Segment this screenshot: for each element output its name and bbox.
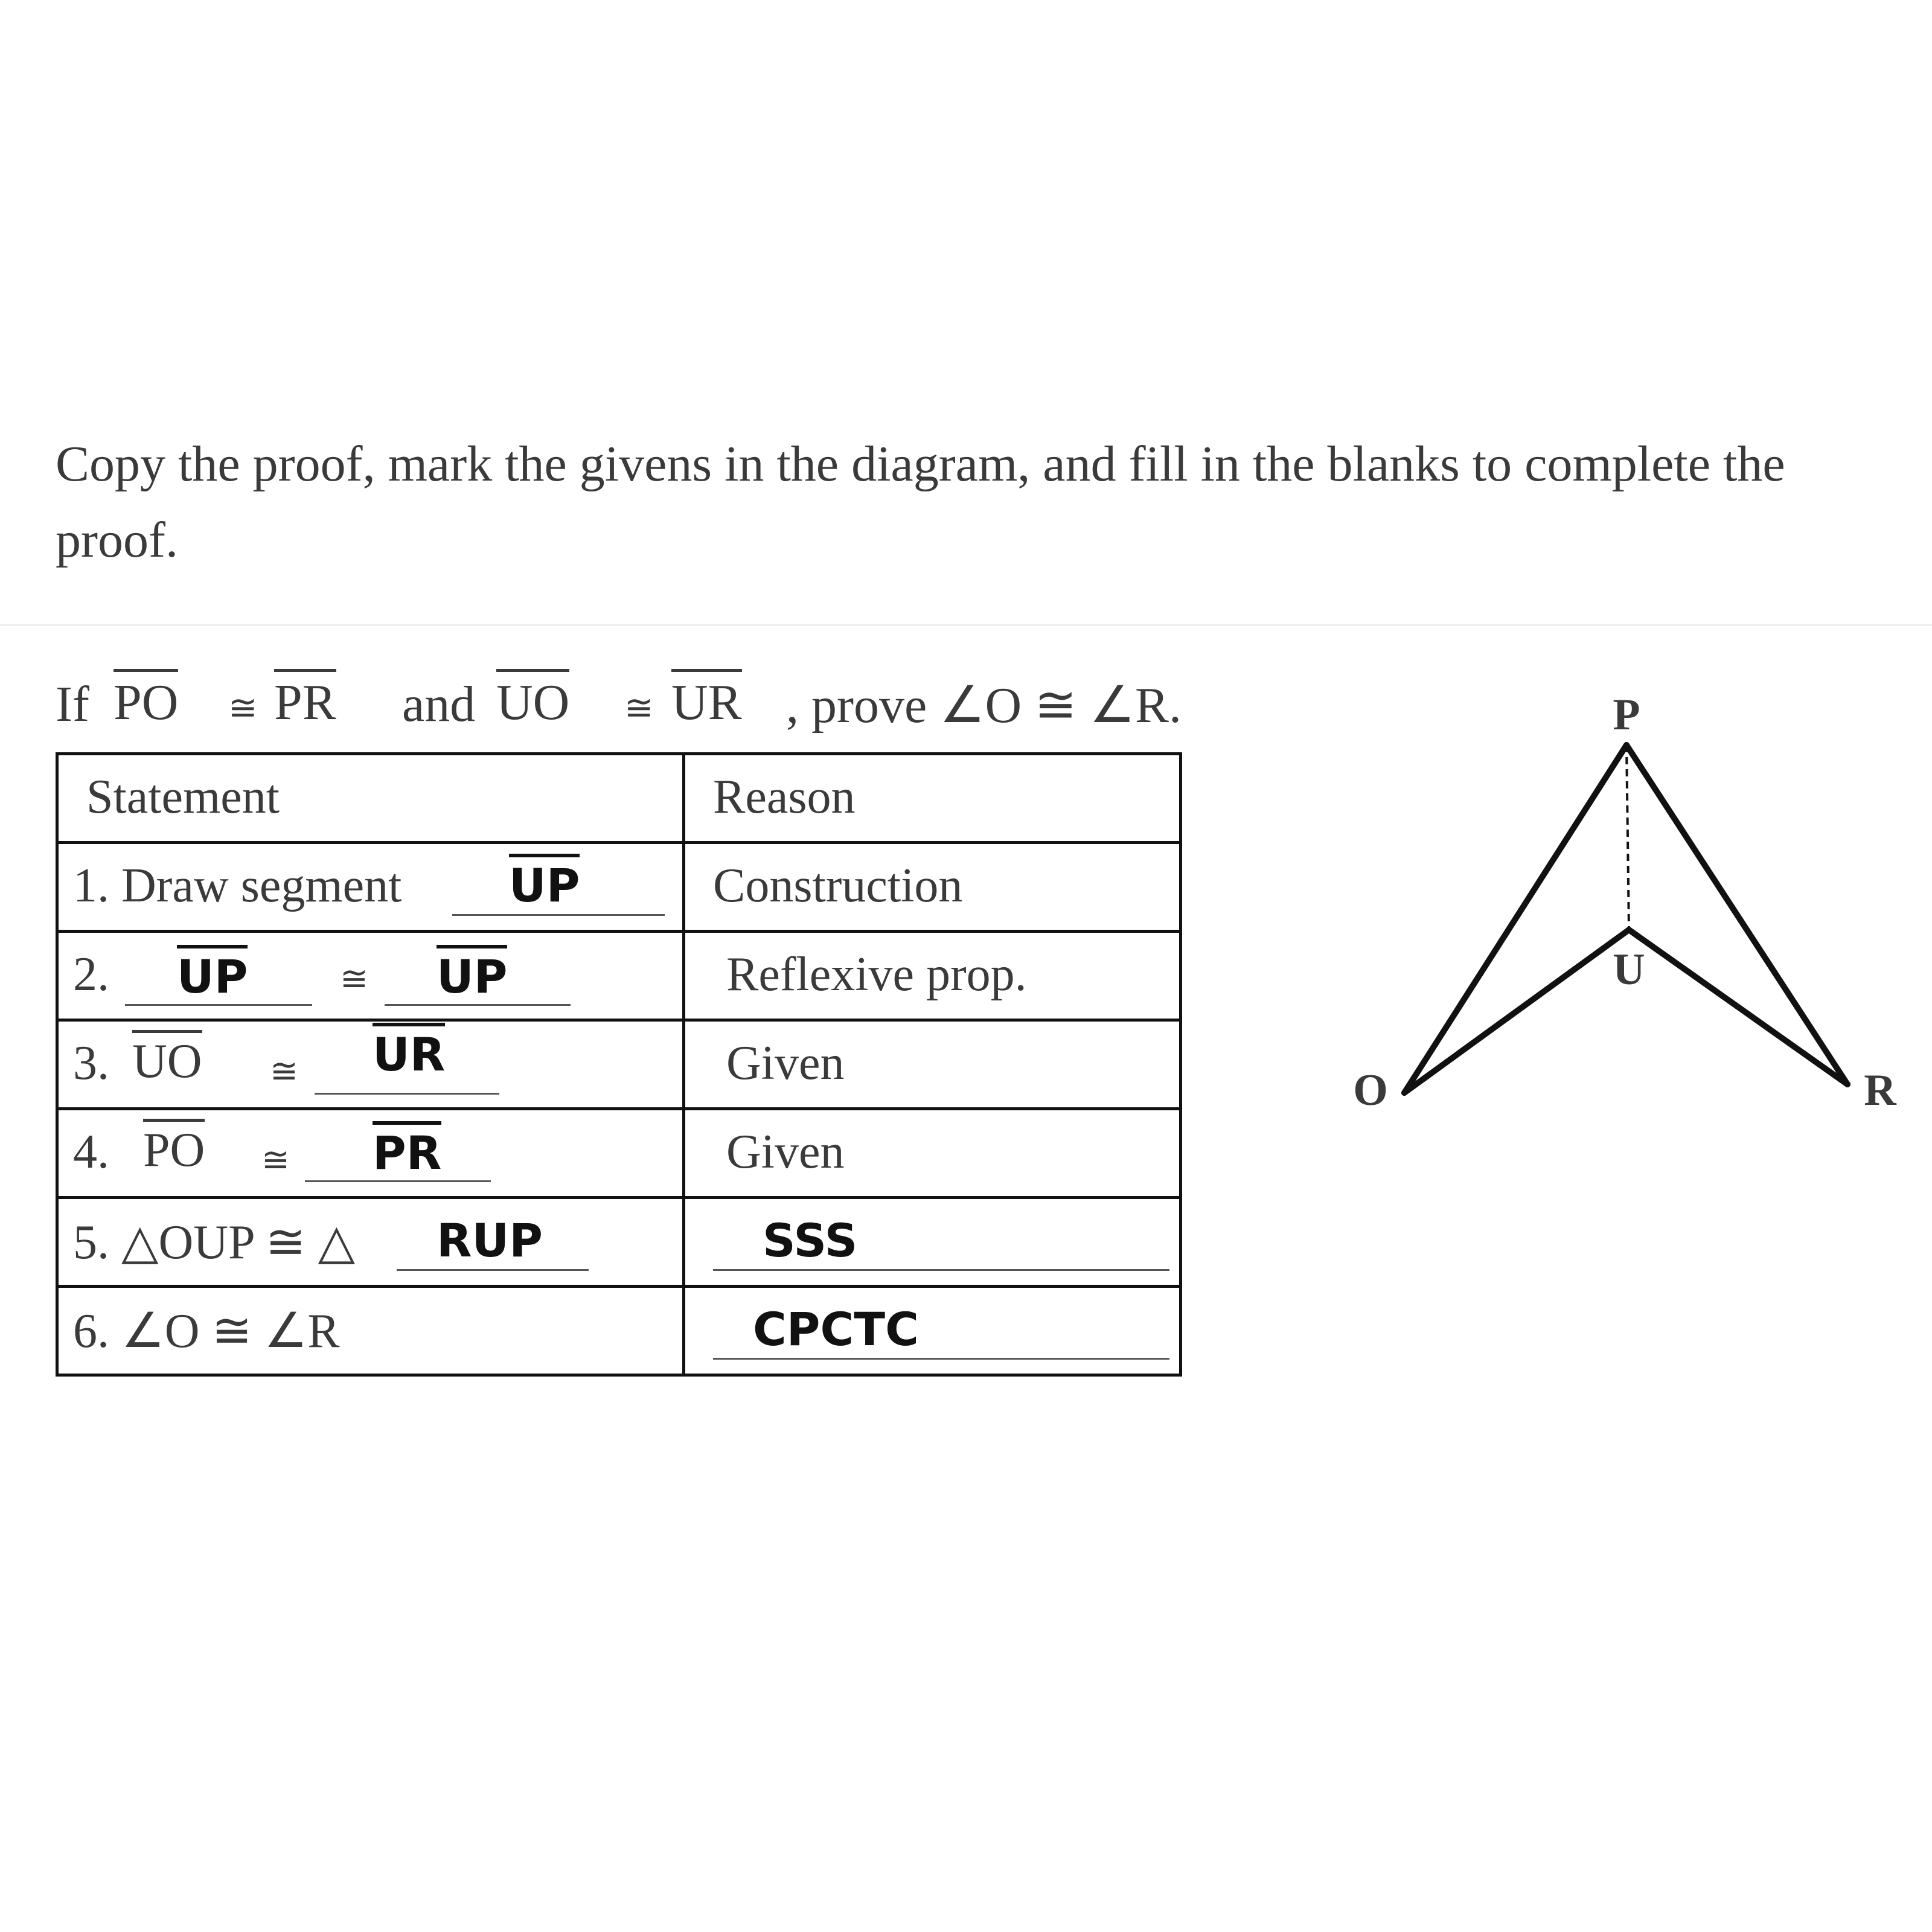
prompt-congruent-1: ≅ — [228, 688, 258, 728]
statement-5-answer: RUP — [437, 1214, 543, 1267]
segment-uo — [1404, 930, 1629, 1093]
label-p: P — [1613, 690, 1640, 740]
prompt-segment-pr: PR — [274, 669, 336, 732]
prompt-segment-ur: UR — [671, 669, 742, 732]
reason-3-text: Given — [726, 1037, 845, 1090]
triangle-diagram — [1316, 670, 1920, 1153]
reason-cell-5 — [684, 1198, 1181, 1287]
label-u: U — [1613, 945, 1645, 994]
table-row — [57, 1287, 1181, 1375]
statement-2-answer-a: UP — [177, 945, 248, 1003]
segment-pr — [1627, 745, 1847, 1084]
prompt-segment-po: PO — [114, 669, 178, 732]
statement-5-text: 5. △OUP ≅ △ — [73, 1216, 356, 1269]
statement-2-number: 2. — [73, 948, 109, 1001]
prompt-congruent-2: ≅ — [624, 688, 654, 728]
table-header-row — [57, 754, 1181, 843]
statement-cell-6 — [57, 1287, 684, 1375]
statement-2-answer-b: UP — [437, 945, 507, 1003]
segment-po — [1404, 745, 1627, 1093]
instructions-text: Copy the proof, mark the givens in the diagram, and fill in the blanks to complete the proof. — [56, 436, 1785, 568]
answer-underline — [713, 1269, 1169, 1271]
statement-3-congruent: ≅ — [270, 1053, 298, 1090]
statement-cell-2 — [57, 932, 684, 1020]
divider — [0, 624, 1932, 626]
header-reason-label: Reason — [713, 770, 856, 824]
answer-underline — [713, 1358, 1169, 1360]
table-row — [57, 932, 1181, 1020]
statement-cell-3 — [57, 1020, 684, 1109]
reason-1-text: Construction — [713, 859, 963, 912]
statement-4-answer: PR — [373, 1121, 441, 1180]
reason-4-text: Given — [726, 1125, 845, 1179]
statement-1-text: 1. Draw segment — [73, 859, 402, 912]
statement-1-answer: UP — [509, 854, 580, 912]
segment-ur — [1629, 930, 1847, 1084]
reason-cell-2 — [684, 932, 1181, 1020]
table-row — [57, 1109, 1181, 1198]
statement-cell-4 — [57, 1109, 684, 1198]
statement-3-number: 3. — [73, 1037, 109, 1090]
table-row — [57, 1020, 1181, 1109]
prompt-prove: , prove ∠O ≅ ∠R. — [786, 677, 1182, 734]
statement-2-congruent: ≅ — [340, 961, 368, 998]
reason-2-text: Reflexive prop. — [726, 948, 1027, 1001]
header-reason — [684, 754, 1181, 843]
reason-cell-6 — [684, 1287, 1181, 1375]
prompt-segment-uo: UO — [496, 669, 569, 732]
statement-cell-1 — [57, 843, 684, 932]
answer-underline — [397, 1269, 589, 1271]
proof-table — [56, 752, 1182, 1377]
header-statement — [57, 754, 684, 843]
answer-underline — [452, 914, 665, 916]
reason-6-answer: CPCTC — [753, 1302, 919, 1356]
answer-underline — [385, 1004, 571, 1006]
answer-underline — [125, 1004, 312, 1006]
label-o: O — [1353, 1066, 1388, 1115]
table-row — [57, 843, 1181, 932]
reason-cell-4 — [684, 1109, 1181, 1198]
statement-4-number: 4. — [73, 1125, 109, 1179]
statement-cell-5 — [57, 1198, 684, 1287]
prompt-and: and — [402, 676, 476, 732]
reason-5-answer: SSS — [763, 1214, 858, 1267]
reason-cell-3 — [684, 1020, 1181, 1109]
table-row — [57, 1198, 1181, 1287]
statement-6-text: 6. ∠O ≅ ∠R — [73, 1305, 340, 1358]
statement-4-segment: PO — [143, 1119, 205, 1178]
segment-up-dashed — [1627, 745, 1629, 930]
answer-underline — [315, 1093, 499, 1095]
answer-underline — [305, 1180, 491, 1182]
reason-cell-1 — [684, 843, 1181, 932]
label-r: R — [1864, 1066, 1896, 1115]
prompt-if: If — [56, 676, 89, 732]
header-statement-label: Statement — [86, 770, 280, 824]
statement-3-segment: UO — [132, 1030, 202, 1089]
statement-3-answer: UR — [373, 1023, 445, 1081]
statement-4-congruent: ≅ — [261, 1142, 290, 1179]
